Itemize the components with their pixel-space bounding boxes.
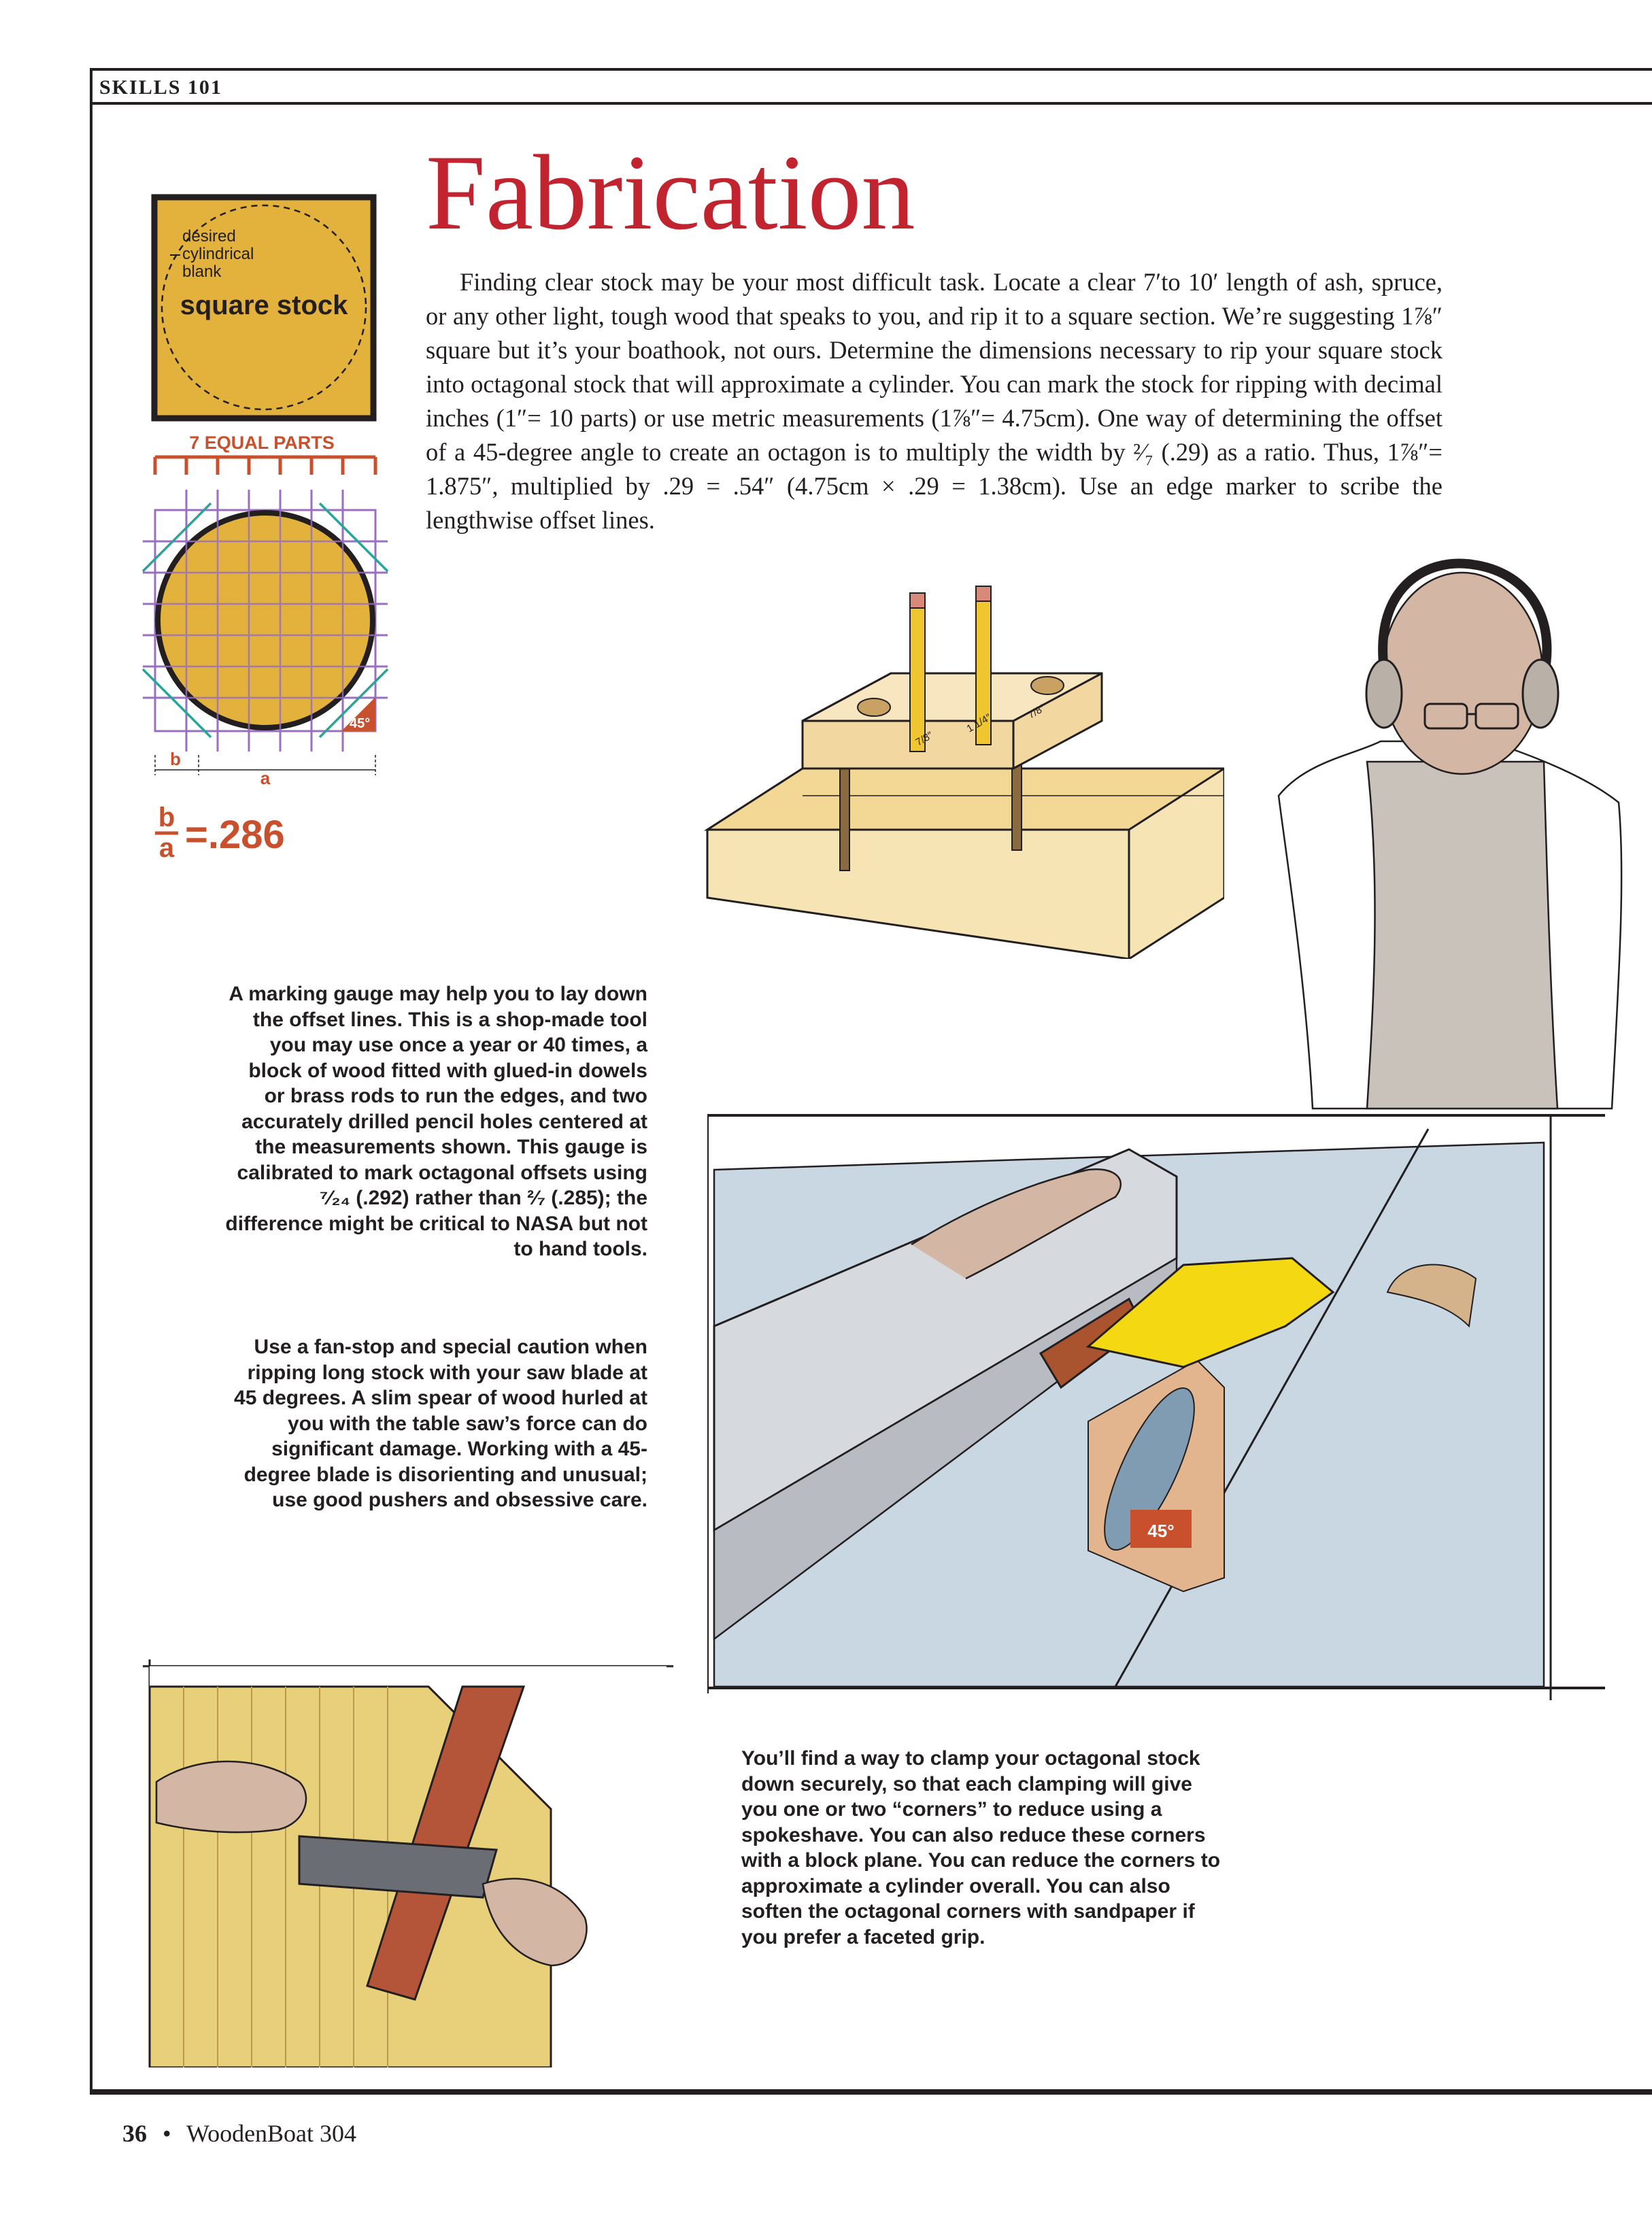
a-dimension-label: a <box>260 768 271 788</box>
marking-gauge-caption: A marking gauge may help you to lay down the offset lines. This is a shop-made tool you may use once a year or 40 times, a block of wood fitted with glued-in dowels or brass rods to run the edges, and two accurately drilled pencil holes centered at the measurements shown. This gauge is calibrated to mark octagonal offsets using ⁷⁄₂₄ (.292) rather than ²⁄₇ (.285); the difference might be critical to NASA but not to hand tools. <box>225 983 647 1260</box>
table-saw-illustration <box>707 1102 1605 1700</box>
octagon-layout-diagram <box>136 190 394 884</box>
octagon-grid-figure <box>143 433 388 788</box>
marking-gauge-illustration <box>687 578 1224 959</box>
header-rule <box>90 102 1652 105</box>
ratio-numerator: b <box>158 803 175 832</box>
gauge-mark-1: 7/8″ <box>913 729 935 749</box>
square-stock-label: square stock <box>180 290 348 320</box>
square-stock-figure <box>154 197 373 418</box>
blade-angle-label: 45° <box>1147 1521 1175 1541</box>
ratio-denominator: a <box>158 833 175 863</box>
footer-separator: • <box>163 2120 171 2147</box>
page-footer <box>122 2119 356 2148</box>
equal-parts-bracket <box>155 457 375 475</box>
spokeshave-illustration <box>143 1646 687 2067</box>
pencil <box>910 605 925 751</box>
blank-label-line-1: desired <box>182 227 236 246</box>
b-dimension-label: b <box>170 749 181 769</box>
apron <box>1367 762 1557 1109</box>
ratio-value: =.286 <box>185 813 285 857</box>
ratio-formula <box>155 803 285 863</box>
clamping-caption: You’ll find a way to clamp your octagonal stock down securely, so that each clamping will give you one or two “corners” to reduce using a spokeshave. You can also reduce these corners with a block plane. You can reduce the corners to approximate a cylinder overall. You can also soften the octagonal corners with sandpaper if you prefer a faceted grip. <box>741 1747 1221 1948</box>
bottom-rule <box>90 2089 1652 2095</box>
cylinder-section <box>158 513 373 728</box>
equal-parts-label: 7 EQUAL PARTS <box>189 433 335 453</box>
fan-stop-caption: Use a fan-stop and special caution when ripping long stock with your saw blade at 45 degrees. A slim spear of wood hurled at you with the table saw’s force can do significant damage. Working with a 45-degree blade is disorienting and unusual; use good pushers and obsessive care. <box>234 1336 647 1511</box>
intro-paragraph: Finding clear stock may be your most difficult task. Locate a clear 7′to 10′ length of ash, spruce, or any other light, tough wood that speaks to you, and rip it to a square section. We’re suggesting 1⅞″ square but it’s your boathook, not ours. Determine the dimensions necessary to rip your square stock into octagonal stock that will approximate a cylinder. You can mark the stock for ripping with decimal inches (1″= 10 parts) or use metric measurements (1⅞″= 4.75cm). One way of determining the offset of a 45-degree angle to create an octagon is to multiply the width by ²⁄₇ (.29) as a ratio. Thus, 1⅞″= 1.875″, multiplied by .29 = .54″ (4.75cm × .29 = 1.38cm). Use an edge marker to scribe the lengthwise offset lines. <box>426 268 1443 534</box>
blank-label-line-2: cylindrical <box>182 245 254 263</box>
article-title: Fabrication <box>426 133 915 252</box>
top-rule <box>90 68 1652 71</box>
woodworker-illustration <box>1204 558 1646 1115</box>
section-label: SKILLS 101 <box>99 76 222 99</box>
left-rule <box>90 68 92 2095</box>
gauge-mark-3: 7/8″ <box>1026 702 1047 722</box>
gauge-mark-2: 1 1/4″ <box>964 711 994 735</box>
publication-name: WoodenBoat 304 <box>186 2120 357 2147</box>
head <box>1382 573 1543 774</box>
blank-label-line-3: blank <box>182 263 222 281</box>
angle-label: 45° <box>350 716 371 731</box>
page-number: 36 <box>122 2120 147 2147</box>
